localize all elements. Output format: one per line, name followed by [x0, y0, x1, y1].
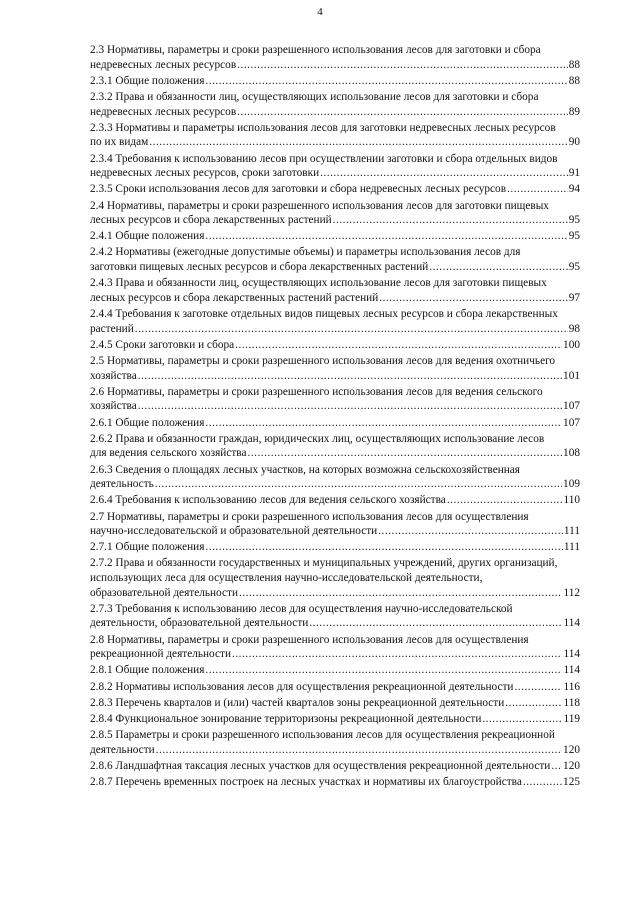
- toc-entry[interactable]: [90, 354, 580, 383]
- toc-entry-title: [90, 696, 562, 711]
- toc-entry-title-text: 2.3.5 Сроки использования лесов для заготовки и сбора недревесных лесных ресурсов: [90, 183, 507, 196]
- toc-entry-page-number: 107: [563, 400, 580, 413]
- toc-entry-title-text: 2.4.4 Требования к заготовке отдельных видов пищевых лесных ресурсов и сбора лекарственных растений: [90, 308, 558, 335]
- toc-entry-page-number: 88: [568, 74, 580, 87]
- toc-entry-page-number: 109: [563, 478, 580, 491]
- toc-entry[interactable]: [90, 74, 580, 89]
- toc-entry-title-text: 2.7.2 Права и обязанности государственных и муниципальных учреждений, других организаций, использующих леса для осуществления научно-исследовательской деятельности, образовательной деятельности: [90, 557, 558, 599]
- toc-entry-page-number: 97: [568, 291, 580, 304]
- toc-entry-page-number: 125: [563, 776, 580, 789]
- toc-entry-title-text: 2.7.3 Требования к использованию лесов для осуществления научно-исследовательской деятельности, образовательной деятельности: [90, 602, 513, 630]
- toc-entry-title-text: 2.8.4 Функциональное зонирование территоризоны рекреационной деятельности: [90, 712, 482, 725]
- toc-entry[interactable]: [90, 432, 580, 461]
- toc-entry[interactable]: [90, 463, 580, 492]
- toc-entry-title: [90, 74, 568, 89]
- toc-entry-page-number: 110: [563, 494, 580, 507]
- toc-entry-title-text: 2.8.3 Перечень кварталов и (или) частей кварталов зоны рекреационной деятельности: [90, 696, 505, 709]
- toc-entry-page-number: 111: [563, 541, 580, 554]
- toc-entry-page-number: 116: [563, 680, 580, 693]
- toc-entry-title: [90, 663, 562, 678]
- toc-entry[interactable]: [90, 121, 580, 150]
- toc-entry[interactable]: [90, 540, 580, 555]
- toc-entry[interactable]: [90, 182, 580, 197]
- page-number: 4: [317, 6, 323, 18]
- toc-entry-title-text: 2.4.1 Общие положения: [90, 230, 205, 243]
- toc-entry-page-number: 89: [568, 105, 580, 118]
- toc-entry-title-text: 2.6.3 Сведения о площадях лесных участков, на которых возможна сельскохозяйственная деятельность: [90, 463, 521, 491]
- toc-entry-title-text: 2.8.5 Параметры и сроки разрешенного использования лесов для осуществления рекреационной деятельности: [90, 729, 555, 756]
- toc-entry-title-text: 2.8.7 Перечень временных построек на лесных участках и нормативы их благоустройства: [90, 776, 522, 789]
- toc-entry-page-number: 95: [568, 214, 580, 227]
- toc-entry-page-number: 91: [568, 167, 580, 180]
- toc-entry-page-number: 114: [563, 664, 580, 677]
- toc-entry-title: [90, 90, 568, 119]
- table-of-contents: [90, 43, 580, 791]
- toc-entry[interactable]: [90, 276, 580, 305]
- toc-entry-title: [90, 432, 562, 461]
- toc-entry-page-number: 114: [563, 617, 580, 630]
- toc-entry-page-number: 98: [568, 322, 580, 335]
- toc-entry-title: [90, 510, 563, 539]
- toc-entry-title: [90, 712, 562, 727]
- toc-entry-title: [90, 152, 568, 181]
- toc-entry[interactable]: [90, 712, 580, 727]
- toc-entry[interactable]: [90, 416, 580, 431]
- toc-entry-page-number: 101: [563, 369, 580, 382]
- toc-entry-page-number: 107: [563, 416, 580, 429]
- toc-entry-title: [90, 354, 562, 383]
- toc-entry-title: [90, 759, 562, 774]
- toc-entry-page-number: 114: [563, 648, 580, 661]
- toc-entry-title: [90, 245, 568, 274]
- toc-entry-title: [90, 463, 562, 492]
- toc-entry-title-text: 2.3 Нормативы, параметры и сроки разрешенного использования лесов для заготовки и сбора недревесных лесных ресурсов: [90, 44, 541, 71]
- toc-entry[interactable]: [90, 633, 580, 662]
- toc-entry-title: [90, 307, 568, 336]
- toc-entry-title-text: 2.7 Нормативы, параметры и сроки разрешенного использования лесов для осуществления научно-исследовательской и образовательной деятельности: [90, 510, 529, 538]
- toc-entry-title-text: 2.7.1 Общие положения: [90, 541, 205, 554]
- toc-entry[interactable]: [90, 696, 580, 711]
- toc-entry-page-number: 108: [563, 447, 580, 460]
- toc-entry-title-text: 2.4.3 Права и обязанности лиц, осуществляющих использование лесов для заготовки пищевых лесных ресурсов и сбора лекарственных растений растений: [90, 277, 547, 304]
- toc-entry-title: [90, 43, 568, 72]
- toc-entry[interactable]: [90, 510, 580, 539]
- toc-entry-page-number: 90: [568, 136, 580, 149]
- toc-entry-title-text: 2.6.1 Общие положения: [90, 416, 205, 429]
- toc-entry[interactable]: [90, 728, 580, 757]
- toc-entry[interactable]: [90, 493, 580, 508]
- toc-entry[interactable]: [90, 307, 580, 336]
- toc-entry-title-text: 2.4.2 Нормативы (ежегодные допустимые объемы) и параметры использования лесов для заготовки пищевых лесных ресурсов и сбора лекарственных растений: [90, 246, 521, 274]
- toc-entry[interactable]: [90, 602, 580, 631]
- toc-entry[interactable]: [90, 90, 580, 119]
- toc-entry-title: [90, 493, 562, 508]
- toc-entry-title-text: 2.3.4 Требования к использованию лесов при осуществлении заготовки и сбора отдельных видов недревесных лесных ресурсов, сроки заготовки: [90, 152, 558, 180]
- toc-entry-title-text: 2.6.4 Требования к использованию лесов для ведения сельского хозяйства: [90, 494, 446, 507]
- toc-entry-page-number: 118: [563, 696, 580, 709]
- toc-entry-title-text: 2.4.5 Сроки заготовки и сбора: [90, 338, 235, 351]
- toc-entry[interactable]: [90, 556, 580, 600]
- toc-entry-title-text: 2.3.2 Права и обязанности лиц, осуществляющих использование лесов для заготовки и сбора недревесных лесных ресурсов: [90, 90, 539, 118]
- toc-entry-title-text: 2.8 Нормативы, параметры и сроки разрешенного использования лесов для осуществления рекреационной деятельности: [90, 633, 529, 661]
- toc-entry-page-number: 88: [568, 58, 580, 71]
- toc-entry-title-text: 2.6 Нормативы, параметры и сроки разрешенного использования лесов для ведения сельского хозяйства: [90, 385, 543, 413]
- toc-entry-title: [90, 229, 568, 244]
- toc-entry-title: [90, 540, 563, 555]
- toc-entry-title: [90, 385, 562, 414]
- toc-entry-page-number: 120: [563, 759, 580, 772]
- toc-entry-page-number: 119: [563, 712, 580, 725]
- toc-entry-page-number: 112: [563, 586, 580, 599]
- toc-entry[interactable]: [90, 229, 580, 244]
- toc-entry-title-text: 2.3.1 Общие положения: [90, 74, 205, 87]
- toc-entry[interactable]: [90, 245, 580, 274]
- toc-entry-page-number: 95: [568, 230, 580, 243]
- toc-entry-page-number: 95: [568, 261, 580, 274]
- toc-entry-page-number: 111: [563, 525, 580, 538]
- toc-entry-title: [90, 199, 568, 228]
- toc-entry-title-text: 2.8.6 Ландшафтная таксация лесных участков для осуществления рекреационной деятельности: [90, 759, 551, 772]
- toc-entry-page-number: 120: [563, 743, 580, 756]
- toc-entry[interactable]: [90, 775, 580, 790]
- toc-entry-title-text: 2.5 Нормативы, параметры и сроки разрешенного использования лесов для ведения охотничьего хозяйства: [90, 355, 556, 382]
- toc-entry-title: [90, 338, 562, 353]
- toc-entry-title: [90, 775, 562, 790]
- toc-entry-title: [90, 121, 568, 150]
- toc-entry[interactable]: [90, 43, 580, 72]
- toc-entry-title: [90, 556, 562, 600]
- toc-entry[interactable]: [90, 338, 580, 353]
- toc-entry[interactable]: [90, 199, 580, 228]
- toc-entry-title-text: 2.8.1 Общие положения: [90, 664, 205, 677]
- toc-entry-title: [90, 680, 562, 695]
- toc-entry-title: [90, 728, 562, 757]
- toc-entry-title: [90, 633, 562, 662]
- toc-entry[interactable]: [90, 385, 580, 414]
- toc-entry-page-number: 94: [568, 183, 580, 196]
- toc-entry[interactable]: [90, 152, 580, 181]
- toc-entry-title: [90, 276, 568, 305]
- toc-entry-title-text: 2.8.2 Нормативы использования лесов для осуществления рекреационной деятельности: [90, 680, 514, 693]
- toc-entry[interactable]: [90, 663, 580, 678]
- toc-entry[interactable]: [90, 759, 580, 774]
- toc-entry[interactable]: [90, 680, 580, 695]
- toc-entry-title: [90, 182, 568, 197]
- toc-entry-title: [90, 416, 562, 431]
- toc-entry-title-text: 2.6.2 Права и обязанности граждан, юридических лиц, осуществляющих использование лесов для ведения сельского хозяйства: [90, 432, 545, 460]
- toc-entry-title-text: 2.4 Нормативы, параметры и сроки разрешенного использования лесов для заготовки пищевых лесных ресурсов и сбора лекарственных растений: [90, 199, 549, 227]
- toc-entry-title: [90, 602, 562, 631]
- toc-entry-title-text: 2.3.3 Нормативы и параметры использования лесов для заготовки недревесных лесных ресурсов по их видам: [90, 121, 556, 149]
- toc-entry-page-number: 100: [563, 338, 580, 351]
